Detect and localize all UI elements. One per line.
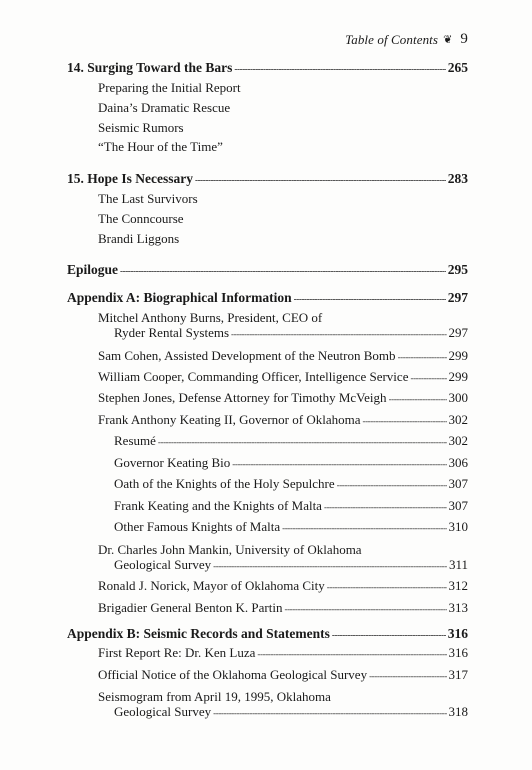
entry-title: 15. Hope Is Necessary <box>67 171 193 186</box>
entry-title: Geological Survey <box>114 557 212 572</box>
entry-page: 316 <box>447 626 468 641</box>
entry-title: Official Notice of the Oklahoma Geological Survey <box>98 667 368 682</box>
toc-entry-epilogue[interactable] <box>67 262 468 278</box>
toc-subentry[interactable] <box>98 645 468 661</box>
toc-subentry[interactable]: Brandi Liggons <box>98 231 180 246</box>
entry-title: Other Famous Knights of Malta <box>114 519 281 534</box>
entry-title: Stephen Jones, Defense Attorney for Timothy McVeigh <box>98 390 387 405</box>
dot-leader <box>158 437 447 447</box>
entry-page: 283 <box>447 171 468 186</box>
entry-page: 295 <box>447 262 468 277</box>
entry-page: 297 <box>447 290 468 305</box>
running-head <box>345 31 468 48</box>
entry-title: First Report Re: Dr. Ken Luza <box>98 645 256 660</box>
toc-subentry[interactable] <box>98 390 468 406</box>
toc-subentry[interactable]: The Conncourse <box>98 211 184 226</box>
dot-leader <box>337 480 447 490</box>
entry-title: Brigadier General Benton K. Partin <box>98 600 283 615</box>
running-head-title: Table of Contents <box>345 31 439 47</box>
dot-leader <box>282 523 446 533</box>
toc-subentry[interactable] <box>98 348 468 364</box>
toc-subentry[interactable] <box>98 667 468 683</box>
toc-entry-appendix-a[interactable] <box>67 290 468 306</box>
entry-title: Resumé <box>114 433 156 448</box>
entry-page: 318 <box>448 704 468 719</box>
toc-subentry[interactable] <box>98 578 468 594</box>
entry-page: 317 <box>448 667 468 682</box>
dot-leader <box>327 582 447 592</box>
entry-title: Governor Keating Bio <box>114 455 231 470</box>
entry-title: Ronald J. Norick, Mayor of Oklahoma City <box>98 578 325 593</box>
toc-subsubentry[interactable] <box>114 476 468 492</box>
toc-subsubentry[interactable] <box>114 519 468 535</box>
dot-leader <box>398 352 447 362</box>
dot-leader <box>120 266 446 276</box>
dot-leader <box>213 561 447 571</box>
entry-page: 297 <box>448 325 468 340</box>
dot-leader <box>324 502 447 512</box>
dot-leader <box>332 630 446 640</box>
toc-subentry-line1[interactable]: Seismogram from April 19, 1995, Oklahoma <box>98 689 331 704</box>
dot-leader <box>231 329 446 339</box>
toc-subentry[interactable] <box>114 704 468 720</box>
toc-entry-appendix-b[interactable] <box>67 626 468 642</box>
entry-title: Appendix A: Biographical Information <box>67 290 292 305</box>
dot-leader <box>257 649 446 659</box>
toc-subentry[interactable] <box>98 412 468 428</box>
toc-subentry[interactable] <box>98 600 468 616</box>
entry-page: 300 <box>448 390 468 405</box>
toc-subentry[interactable]: Seismic Rumors <box>98 120 184 135</box>
entry-page: 311 <box>448 557 468 572</box>
dot-leader <box>284 604 446 614</box>
entry-page: 310 <box>448 519 468 534</box>
entry-title: Frank Keating and the Knights of Malta <box>114 498 322 513</box>
entry-title: Geological Survey <box>114 704 212 719</box>
dot-leader <box>195 175 446 185</box>
entry-page: 313 <box>448 600 468 615</box>
entry-page: 312 <box>448 578 468 593</box>
toc-subentry[interactable] <box>114 325 468 341</box>
toc-subsubentry[interactable] <box>114 498 468 514</box>
toc-subentry[interactable] <box>98 369 468 385</box>
toc-subentry[interactable]: The Last Survivors <box>98 191 198 206</box>
entry-title: Ryder Rental Systems <box>114 325 230 340</box>
entry-page: 307 <box>448 476 468 491</box>
toc-entry-chapter-14[interactable] <box>67 60 468 76</box>
dot-leader <box>213 708 446 718</box>
toc-subentry-line1[interactable]: Mitchel Anthony Burns, President, CEO of <box>98 310 323 325</box>
dot-leader <box>362 416 446 426</box>
entry-page: 302 <box>448 412 468 427</box>
toc-subsubentry[interactable] <box>114 433 468 449</box>
entry-page: 316 <box>448 645 468 660</box>
dot-leader <box>389 394 447 404</box>
entry-title: Epilogue <box>67 262 119 277</box>
entry-title: Frank Anthony Keating II, Governor of Oklahoma <box>98 412 361 427</box>
toc-subentry-line1[interactable]: Dr. Charles John Mankin, University of Oklahoma <box>98 542 362 557</box>
toc-subentry[interactable] <box>114 557 468 573</box>
entry-title: William Cooper, Commanding Officer, Intelligence Service <box>98 369 409 384</box>
entry-title: Sam Cohen, Assisted Development of the Neutron Bomb <box>98 348 396 363</box>
entry-page: 302 <box>448 433 468 448</box>
toc-subentry[interactable]: “The Hour of the Time” <box>98 139 223 154</box>
entry-page: 307 <box>448 498 468 513</box>
entry-page: 299 <box>448 348 468 363</box>
dot-leader <box>232 459 446 469</box>
entry-title: Oath of the Knights of the Holy Sepulchre <box>114 476 335 491</box>
toc-entry-chapter-15[interactable] <box>67 171 468 187</box>
page-number: 9 <box>460 31 468 47</box>
toc-subentry[interactable]: Preparing the Initial Report <box>98 80 241 95</box>
leaf-ornament-icon: ❦ <box>443 34 453 46</box>
entry-page: 299 <box>448 369 468 384</box>
dot-leader <box>234 64 445 74</box>
entry-title: 14. Surging Toward the Bars <box>67 60 233 75</box>
entry-page: 306 <box>448 455 468 470</box>
toc-subsubentry[interactable] <box>114 455 468 471</box>
toc-subentry[interactable]: Daina’s Dramatic Rescue <box>98 100 231 115</box>
dot-leader <box>410 373 446 383</box>
dot-leader <box>369 671 446 681</box>
entry-page: 265 <box>447 60 468 75</box>
dot-leader <box>294 294 446 304</box>
entry-title: Appendix B: Seismic Records and Statements <box>67 626 330 641</box>
